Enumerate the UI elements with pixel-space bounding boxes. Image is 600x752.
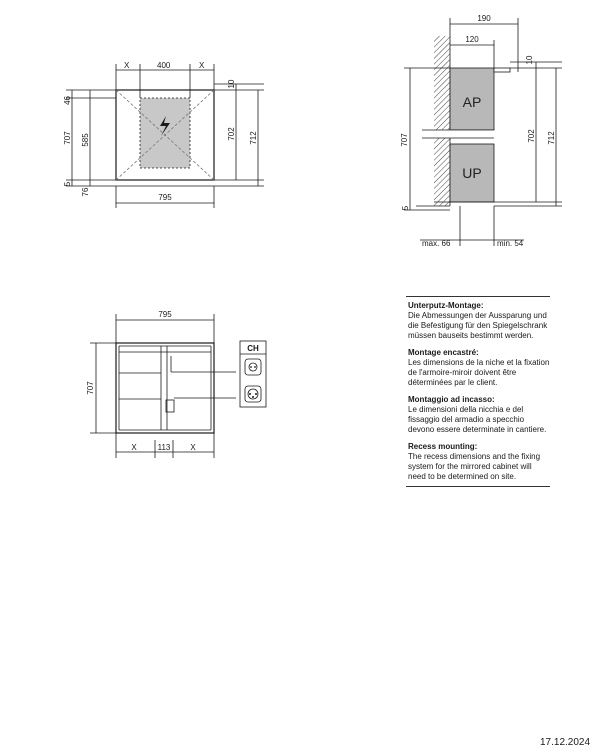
side-dim-5: 5 <box>401 205 410 211</box>
note-text: Le dimensioni della nicchia e del fissaggio del armadio a specchio devono essere determinate in cantiere. <box>408 405 547 434</box>
layout-dim-113: 113 <box>157 443 171 452</box>
label-up: UP <box>462 165 482 181</box>
mounting-notes <box>406 296 550 487</box>
side-dim-702: 702 <box>527 129 536 143</box>
label-ap: AP <box>462 94 482 110</box>
socket-icon <box>245 386 261 402</box>
layout-x-left: X <box>131 443 137 452</box>
side-dim-712: 712 <box>547 131 556 145</box>
layout-cabinet <box>116 343 214 433</box>
front-dim-76: 76 <box>81 187 90 197</box>
note-en <box>408 442 550 482</box>
front-dim-46: 46 <box>63 96 72 105</box>
note-heading: Recess mounting: <box>408 442 478 451</box>
front-x-right: X <box>199 61 205 70</box>
side-dim-707: 707 <box>400 133 409 147</box>
side-dim-120: 120 <box>465 35 479 44</box>
gap-band <box>434 130 494 138</box>
layout-view <box>90 314 266 458</box>
note-de <box>408 301 550 341</box>
note-fr <box>408 348 550 388</box>
side-dim-190: 190 <box>477 14 491 23</box>
wall-upper <box>434 36 450 130</box>
recess-area <box>140 98 190 168</box>
note-heading: Montage encastré: <box>408 348 479 357</box>
front-dim-707: 707 <box>63 131 72 145</box>
note-heading: Unterputz-Montage: <box>408 301 484 310</box>
front-x-left: X <box>124 61 130 70</box>
front-dim-5: 5 <box>63 181 72 187</box>
front-dim-10: 10 <box>227 79 236 89</box>
note-text: Les dimensions de la niche et la fixation de l'armoire-miroir doivent être déterminées par le client. <box>408 358 550 387</box>
wall-lower <box>434 138 450 206</box>
side-dim-10: 10 <box>525 55 534 65</box>
side-max-66: max. 66 <box>422 239 451 248</box>
document-date: 17.12.2024 <box>540 737 591 748</box>
front-dim-795: 795 <box>158 193 172 202</box>
front-dim-702: 702 <box>227 127 236 141</box>
side-view <box>404 18 562 246</box>
front-dim-712: 712 <box>249 131 258 145</box>
front-width-400: 400 <box>157 61 171 70</box>
top-ledge <box>494 68 510 72</box>
layout-x-right: X <box>190 443 196 452</box>
note-text: Die Abmessungen der Aussparung und die Befestigung für den Spiegelschrank müssen bauseits bestimmt werden. <box>408 311 548 340</box>
layout-dim-795: 795 <box>158 310 172 319</box>
ch-label: CH <box>247 344 259 353</box>
switch-icon <box>245 359 261 375</box>
layout-dim-707: 707 <box>86 381 95 395</box>
note-text: The recess dimensions and the fixing system for the mirrored cabinet will need to be determined on site. <box>408 452 541 481</box>
note-it <box>408 395 550 435</box>
side-min-54: min. 54 <box>497 239 524 248</box>
note-heading: Montaggio ad incasso: <box>408 395 495 404</box>
front-dim-585: 585 <box>81 133 90 147</box>
